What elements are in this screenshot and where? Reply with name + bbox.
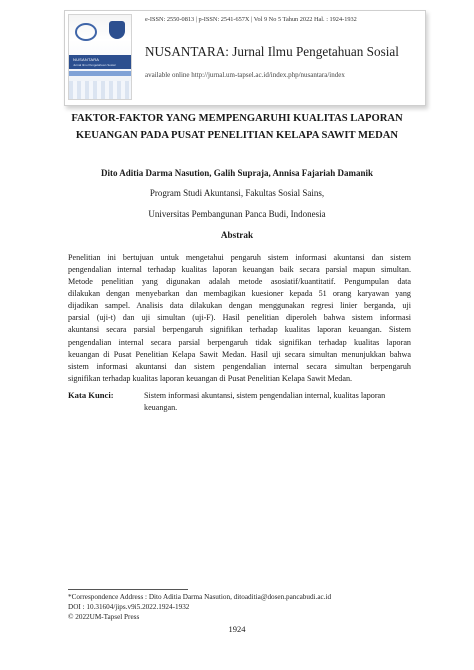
journal-logo-icon (75, 23, 97, 41)
abstract-line: pengendalian internal terhadap kualitas laporan keuangan baik secara parsial mapun simultan. (68, 265, 411, 275)
keywords-text (144, 390, 412, 414)
cover-subtitle: Jurnal Ilmu Pengetahuan Sosial (73, 63, 116, 67)
correspondence-footnote: *Correspondence Address : Dito Aditia Darma Nasution, ditoaditia@dosen.pancabudi.ac.id (68, 593, 332, 601)
page-number: 1924 (228, 624, 246, 634)
available-online-link[interactable]: available online http://jurnal.um-tapsel.ac.id/index.php/nusantara/index (145, 71, 345, 79)
keywords-line: Sistem informasi akuntansi, sistem pengendalian internal, kualitas laporan (144, 391, 386, 400)
affiliation-line-1: Program Studi Akuntansi, Fakultas Sosial Sains, (149, 188, 325, 198)
copyright-footnote: © 2022UM-Tapsel Press (68, 613, 140, 621)
affiliation-line-2: Universitas Pembangunan Panca Budi, Indonesia (148, 209, 326, 219)
abstract-line: signifikan terhadap kualitas laporan keuangan di Pusat Penelitian Kelapa Sawit Medan. (68, 373, 353, 383)
cover-title: NUSANTARA (73, 57, 100, 62)
issn-line: e-ISSN: 2550-0813 | p-ISSN: 2541-657X | Vol 9 No 5 Tahun 2022 Hal. : 1924-1932 (145, 16, 357, 23)
journal-cover-image (68, 14, 132, 100)
abstract-body (68, 252, 411, 385)
keywords-line: keuangan. (144, 403, 178, 412)
authors: Dito Aditia Darma Nasution, Galih Supraja, Annisa Fajariah Damanik (100, 168, 374, 178)
abstract-line: parsial (uji-t) dan uji simultan (uji-F). Hasil penelitian diperoleh bahwa sistem informasi (68, 313, 411, 323)
university-emblem-icon (109, 21, 125, 39)
article-title-line-1: FAKTOR-FAKTOR YANG MEMPENGARUHI KUALITAS LAPORAN (71, 113, 403, 124)
abstract-line: sistem informasi akuntansi dan sistem pengendalian internal secara simultan berpengaruh (68, 361, 411, 371)
abstract-line: dijadikan sampel. Analisis data dilakukan dengan menggunakan regresi linier berganda, uji (68, 301, 411, 311)
abstract-line: keuangan di Pusat Penelitian Kelapa Sawit Medan. Hasil uji secara simultan menunjukkan bahwa (68, 349, 411, 359)
doi-footnote: DOI : 10.31604/jips.v9i5.2022.1924-1932 (68, 603, 190, 611)
article-title-line-2: KEUANGAN PADA PUSAT PENELITIAN KELAPA SAWIT MEDAN (75, 130, 399, 141)
keywords-label: Kata Kunci: (68, 390, 114, 400)
abstract-line: pengendalian internal secara parsial berpengaruh tidak signifikan terhadap kualitas laporan (68, 337, 411, 347)
journal-title: NUSANTARA: Jurnal Ilmu Pengetahuan Sosial (145, 44, 399, 59)
abstract-line: Penelitian ini bertujuan untuk mengetahui pengaruh sistem informasi akuntansi dan sistem (68, 253, 411, 262)
footnote-divider (68, 589, 188, 590)
abstract-line: dilakukan dengan menyebarkan dan membagikan kuesioner kepada 51 orang karyawan yang (68, 289, 411, 299)
abstract-line: Metode penelitian yang digunakan adalah metode asosiatif/kuantitatif. Pengumpulan data (68, 277, 411, 287)
abstract-heading: Abstrak (220, 230, 254, 240)
abstract-line: akuntansi secara parsial berpengaruh signifikan terhadap kualitas laporan keuangan. Sistem (68, 325, 411, 335)
